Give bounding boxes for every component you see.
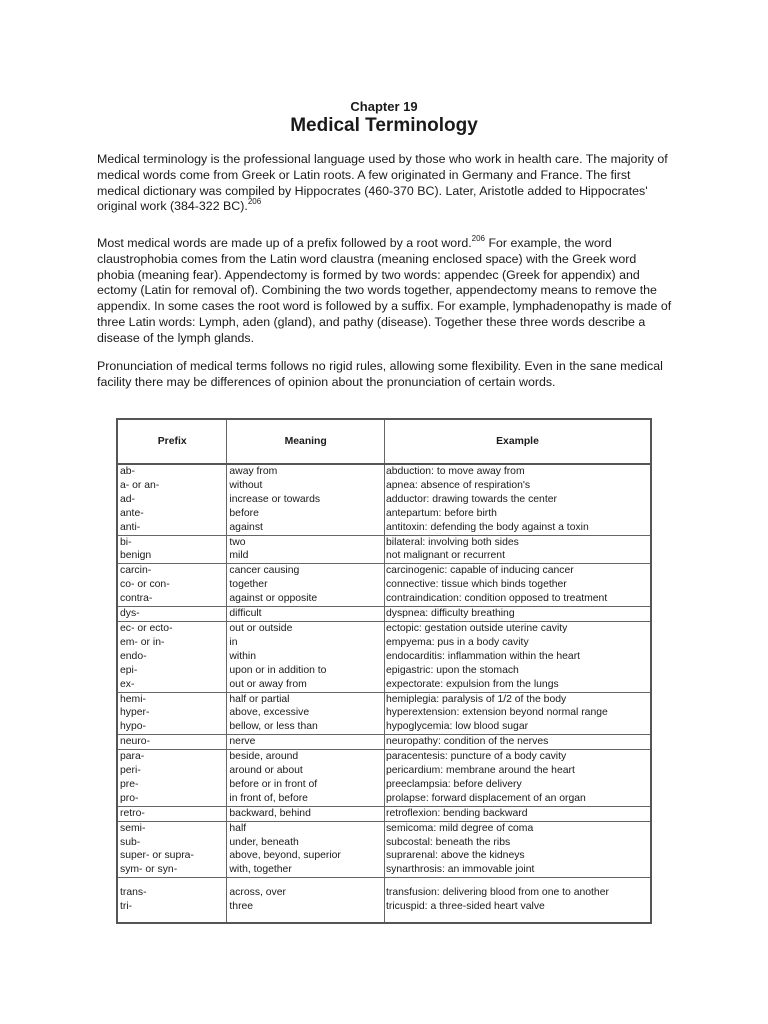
prefix-cell — [117, 607, 227, 622]
prefix-cell — [117, 821, 227, 878]
example-cell — [384, 878, 651, 924]
example-text: bilateral: involving both sides — [385, 536, 519, 548]
table-row — [117, 464, 651, 535]
meaning-text: against or opposite — [229, 593, 318, 605]
table-row — [117, 806, 651, 821]
footnote-ref: 206 — [247, 197, 262, 207]
meaning-text: beside, around — [229, 751, 299, 763]
example-text: hypoglycemia: low blood sugar — [385, 721, 529, 733]
header-example: Example — [384, 419, 651, 464]
table-row — [117, 735, 651, 750]
prefix-cell — [117, 621, 227, 692]
prefix-text: pre- — [120, 778, 139, 790]
example-cell — [384, 821, 651, 878]
page-title: Medical Terminology — [290, 115, 478, 136]
prefix-cell — [117, 464, 227, 535]
meaning-text: upon or in addition to — [229, 664, 327, 676]
meaning-text: mild — [229, 550, 249, 562]
prefix-text: epi- — [120, 664, 138, 676]
table-body — [117, 464, 651, 923]
table-row — [117, 535, 651, 564]
example-cell — [384, 535, 651, 564]
example-text: preeclampsia: before delivery — [385, 778, 522, 790]
prefix-text: para- — [120, 751, 145, 763]
meaning-text: before or in front of — [229, 778, 318, 790]
word-structure-text-end: For example, the word claustrophobia comes from the Latin word claustra (meaning enclosed space) with the Greek word phobia (meaning fear). Appendectomy is formed by two words: appendec (Greek for appendix) and ectomy (Latin for removal of). Combining the two words together, appendectomy means to remove the appendix. In some cases the root word is followed by a suffix. For example, lymphadenopathy is made of three Latin words: Lymph, aden (gland), and pathy (disease). Together these three words describe a disease of the lymph glands. — [97, 236, 672, 345]
prefix-table — [116, 418, 652, 924]
example-cell — [384, 607, 651, 622]
meaning-cell — [227, 607, 385, 622]
meaning-text: within — [229, 650, 256, 662]
header-meaning: Meaning — [227, 419, 385, 464]
prefix-text: ad- — [120, 493, 136, 505]
meaning-text: against — [229, 521, 263, 533]
meaning-text: above, excessive — [229, 707, 310, 719]
meaning-text: out or outside — [229, 622, 293, 634]
intro-paragraph — [97, 152, 675, 215]
meaning-text: together — [229, 579, 268, 591]
prefix-text: pro- — [120, 792, 139, 804]
example-cell — [384, 564, 651, 607]
prefix-cell — [117, 564, 227, 607]
header-prefix: Prefix — [117, 419, 227, 464]
prefix-text: hypo- — [120, 721, 146, 733]
meaning-text: away from — [229, 466, 278, 477]
prefix-text: bi- — [120, 536, 132, 548]
meaning-cell — [227, 735, 385, 750]
prefix-text: neuro- — [120, 736, 151, 748]
meaning-text: increase or towards — [229, 493, 321, 505]
meaning-text: across, over — [229, 887, 286, 899]
meaning-cell — [227, 535, 385, 564]
prefix-text: ante- — [120, 507, 144, 519]
prefix-text: em- or in- — [120, 636, 165, 648]
meaning-text: around or about — [229, 765, 303, 777]
example-text: carcinogenic: capable of inducing cancer — [385, 565, 574, 577]
example-text: synarthrosis: an immovable joint — [385, 864, 535, 876]
prefix-text: carcin- — [120, 565, 152, 577]
meaning-text: half or partial — [229, 693, 290, 705]
example-text: empyema: pus in a body cavity — [385, 636, 529, 648]
table-header-row — [117, 419, 651, 464]
example-text: hemiplegia: paralysis of 1/2 of the body — [385, 693, 567, 705]
meaning-cell — [227, 878, 385, 924]
example-text: adductor: drawing towards the center — [385, 493, 557, 505]
meaning-cell — [227, 621, 385, 692]
prefix-cell — [117, 692, 227, 735]
prefix-cell — [117, 735, 227, 750]
table-row — [117, 878, 651, 924]
word-structure-paragraph — [97, 236, 675, 347]
example-text: antitoxin: defending the body against a toxin — [385, 521, 589, 533]
meaning-text: half — [229, 822, 247, 834]
example-text: contraindication: condition opposed to treatment — [385, 593, 608, 605]
meaning-text: with, together — [229, 864, 292, 876]
example-text: neuropathy: condition of the nerves — [385, 736, 549, 748]
meaning-text: under, beneath — [229, 836, 299, 848]
example-text: epigastric: upon the stomach — [385, 664, 519, 676]
meaning-text: without — [229, 479, 263, 491]
example-text: dyspnea: difficulty breathing — [385, 608, 515, 620]
prefix-text: super- or supra- — [120, 850, 194, 862]
prefix-text: sym- or syn- — [120, 864, 178, 876]
meaning-cell — [227, 564, 385, 607]
prefix-text: trans- — [120, 887, 147, 899]
footnote-ref: 206 — [471, 234, 486, 243]
meaning-cell — [227, 692, 385, 735]
example-text: endocarditis: inflammation within the heart — [385, 650, 581, 662]
example-text: antepartum: before birth — [385, 507, 497, 519]
meaning-text: in front of, before — [229, 792, 308, 804]
prefix-text: retro- — [120, 807, 145, 819]
meaning-cell — [227, 821, 385, 878]
meaning-cell — [227, 806, 385, 821]
meaning-text: backward, behind — [229, 807, 311, 819]
example-text: semicoma: mild degree of coma — [385, 822, 534, 834]
example-text: pericardium: membrane around the heart — [385, 765, 575, 777]
prefix-cell — [117, 878, 227, 924]
meaning-text: above, beyond, superior — [229, 850, 341, 862]
prefix-cell — [117, 806, 227, 821]
meaning-text: three — [229, 901, 254, 913]
example-cell — [384, 692, 651, 735]
example-text: connective: tissue which binds together — [385, 579, 567, 591]
example-text: retroflexion: bending backward — [385, 807, 528, 819]
prefix-text: ab- — [120, 466, 136, 477]
example-cell — [384, 806, 651, 821]
meaning-text: cancer causing — [229, 565, 300, 577]
example-cell — [384, 464, 651, 535]
prefix-text: hemi- — [120, 693, 146, 705]
chapter-label: Chapter 19 — [350, 99, 418, 114]
prefix-text: contra- — [120, 593, 153, 605]
example-text: not malignant or recurrent — [385, 550, 505, 562]
intro-text: Medical terminology is the professional language used by those who work in health care. The majority of medical words come from Greek or Latin roots. A few originated in Germany and France. The first medical dictionary was compiled by Hippocrates (460-370 BC). Later, Aristotle added to Hippocrates' original work (384-322 BC). — [97, 152, 668, 214]
prefix-text: benign — [120, 550, 152, 562]
prefix-text: endo- — [120, 650, 147, 662]
table-row — [117, 750, 651, 807]
prefix-text: dys- — [120, 608, 140, 620]
example-text: expectorate: expulsion from the lungs — [385, 678, 559, 690]
example-text: hyperextension: extension beyond normal range — [385, 707, 608, 719]
prefix-cell — [117, 535, 227, 564]
example-text: abduction: to move away from — [385, 466, 525, 477]
meaning-text: bellow, or less than — [229, 721, 318, 733]
table-row — [117, 821, 651, 878]
prefix-text: co- or con- — [120, 579, 170, 591]
table-row — [117, 564, 651, 607]
example-text: suprarenal: above the kidneys — [385, 850, 525, 862]
example-text: prolapse: forward displacement of an organ — [385, 792, 586, 804]
prefix-text: anti- — [120, 521, 141, 533]
example-text: transfusion: delivering blood from one to another — [385, 887, 609, 899]
meaning-cell — [227, 750, 385, 807]
example-text: ectopic: gestation outside uterine cavity — [385, 622, 568, 634]
example-text: subcostal: beneath the ribs — [385, 836, 511, 848]
table-row — [117, 692, 651, 735]
table-row — [117, 607, 651, 622]
prefix-text: peri- — [120, 765, 141, 777]
example-text: tricuspid: a three-sided heart valve — [385, 901, 545, 913]
meaning-text: nerve — [229, 736, 256, 748]
prefix-text: tri- — [120, 901, 133, 913]
pronunciation-paragraph: Pronunciation of medical terms follows no rigid rules, allowing some flexibility. Even in the sane medical facility there may be differences of opinion about the pronunciation of certain words. — [97, 359, 663, 389]
prefix-text: ec- or ecto- — [120, 622, 173, 634]
example-cell — [384, 621, 651, 692]
prefix-text: hyper- — [120, 707, 150, 719]
example-text: apnea: absence of respiration's — [385, 479, 531, 491]
prefix-text: a- or an- — [120, 479, 160, 491]
prefix-text: ex- — [120, 678, 135, 690]
prefix-text: semi- — [120, 822, 146, 834]
meaning-text: before — [229, 507, 259, 519]
table-row — [117, 621, 651, 692]
word-structure-text-start: Most medical words are made up of a prefix followed by a root word. — [97, 236, 472, 250]
prefix-cell — [117, 750, 227, 807]
meaning-cell — [227, 464, 385, 535]
meaning-text: two — [229, 536, 246, 548]
meaning-text: out or away from — [229, 678, 307, 690]
meaning-text: difficult — [229, 608, 262, 620]
meaning-text: in — [229, 636, 238, 648]
example-cell — [384, 735, 651, 750]
example-cell — [384, 750, 651, 807]
prefix-text: sub- — [120, 836, 141, 848]
example-text: paracentesis: puncture of a body cavity — [385, 751, 567, 763]
